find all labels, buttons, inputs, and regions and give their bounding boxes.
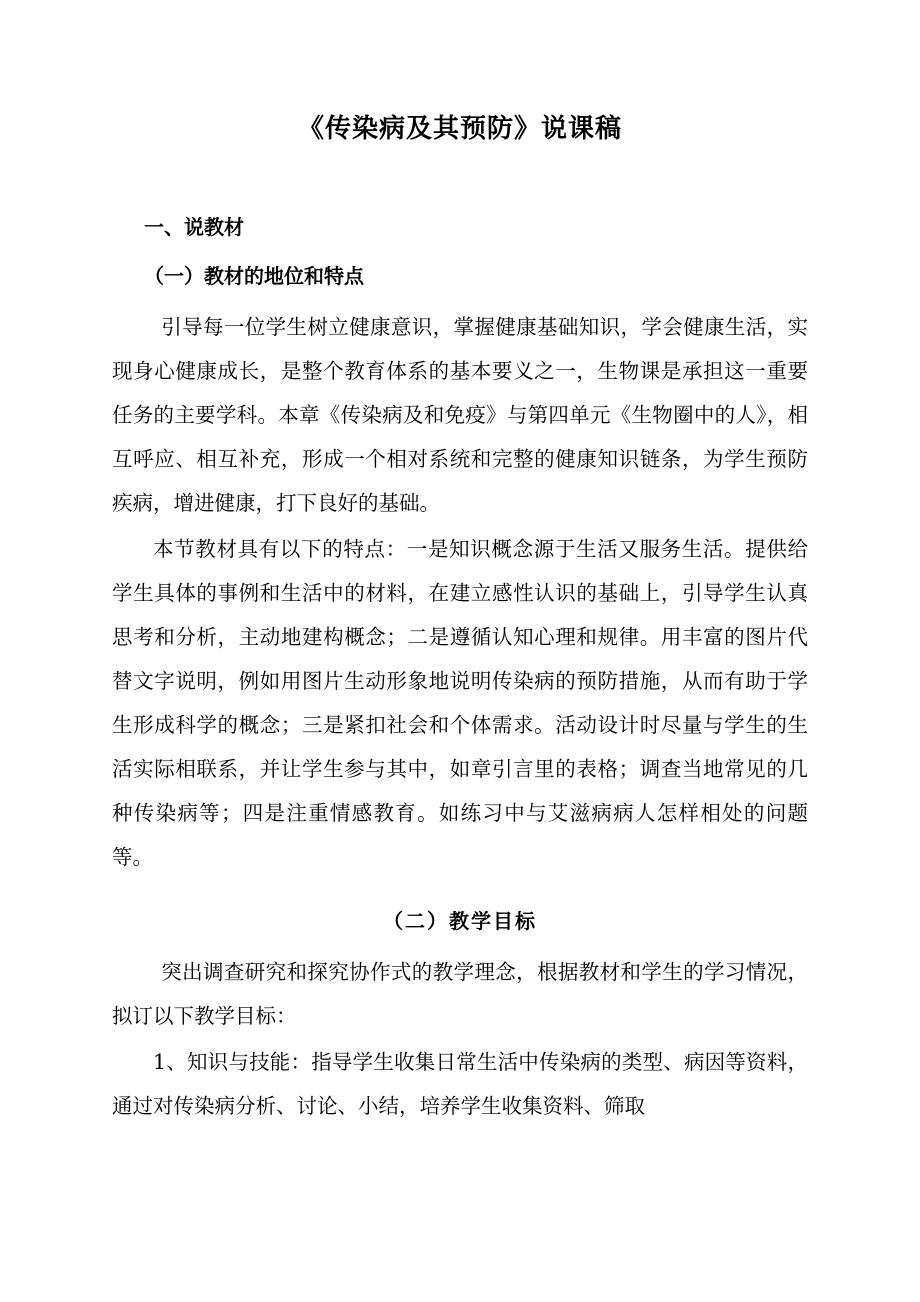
paragraph-1: 引导每一位学生树立健康意识，掌握健康基础知识，学会健康生活，实现身心健康成长，是整个教育体系的基本要义之一，生物课是承担这一重要任务的主要学科。本章《传染病及和免疫》与第四单元《生物圈中的人》，相互呼应、相互补充，形成一个相对系统和完整的健康知识链条，为学生预防疾病，增进健康，打下良好的基础。 [112, 315, 808, 515]
paragraph-2: 本节教材具有以下的特点：一是知识概念源于生活又服务生活。提供给学生具体的事例和生活中的材料，在建立感性认识的基础上，引导学生认真思考和分析，主动地建构概念；二是遵循认知心理和规律。用丰富的图片代替文字说明，例如用图片生动形象地说明传染病的预防措施，从而有助于学生形成科学的概念；三是紧扣社会和个体需求。活动设计时尽量与学生的生活实际相联系，并让学生参与其中，如章引言里的表格；调查当地常见的几种传染病等；四是注重情感教育。如练习中与艾滋病病人怎样相处的问题等。 [112, 537, 808, 869]
section-heading-1: 一、说教材 [144, 215, 244, 239]
paragraph-4: 1、知识与技能：指导学生收集日常生活中传染病的类型、病因等资料，通过对传染病分析、讨论、小结，培养学生收集资料、筛取 [112, 1050, 808, 1118]
sub-heading-1-2: （二）教学目标 [383, 909, 537, 933]
page-title: 《传染病及其预防》说课稿 [297, 114, 622, 144]
sub-heading-1-1: （一）教材的地位和特点 [144, 264, 364, 288]
paragraph-3: 突出调查研究和探究协作式的教学理念，根据教材和学生的学习情况，拟订以下教学目标： [112, 960, 808, 1028]
